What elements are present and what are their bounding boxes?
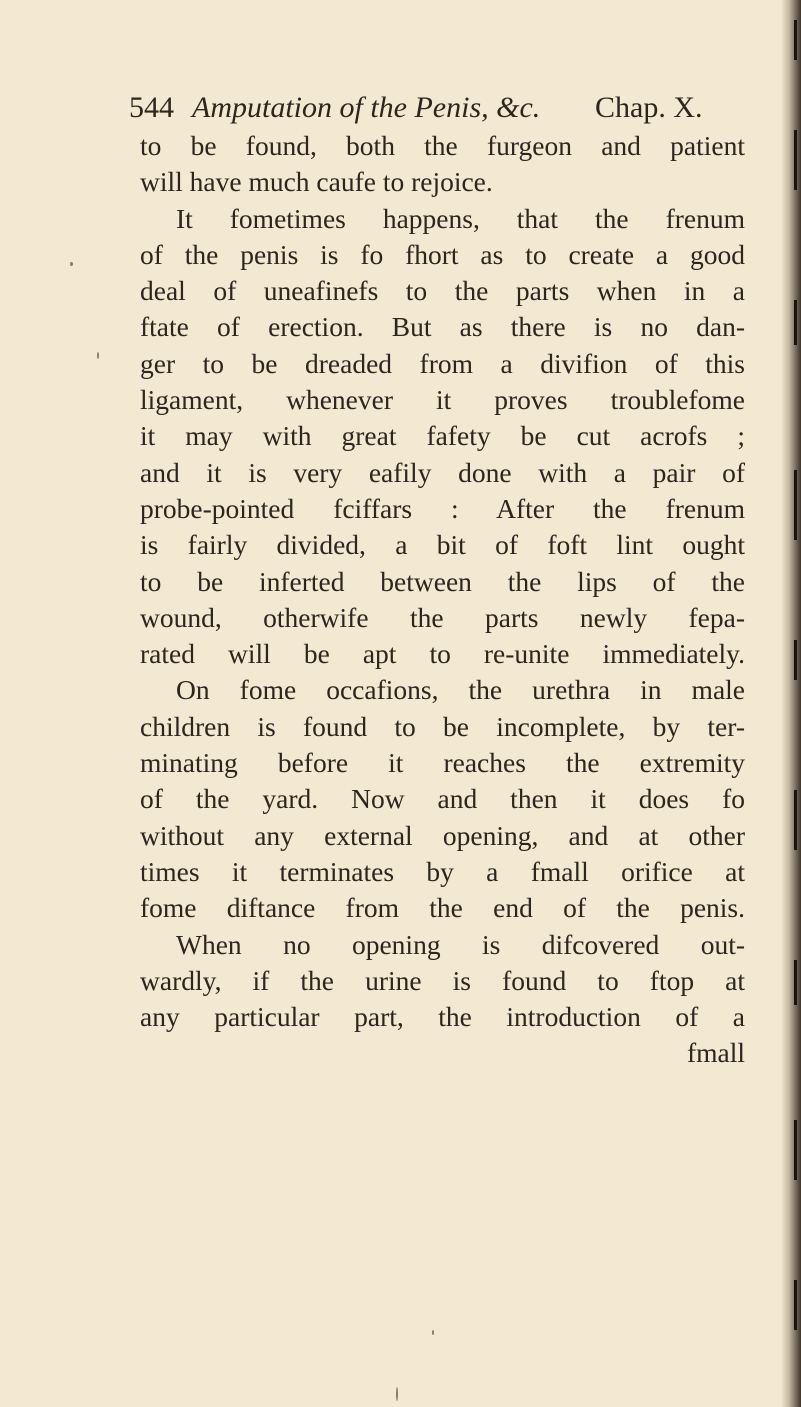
text-line: rated will be apt to re-unite immediately. [140, 638, 745, 670]
text-line: wardly, if the urine is found to ftop at [140, 964, 745, 996]
text-line: fome diftance from the end of the penis. [140, 892, 745, 924]
paper-speck [396, 1387, 398, 1401]
text-line: children is found to be incomplete, by ter- [140, 710, 745, 742]
text-line: wound, otherwife the parts newly fepa- [140, 601, 745, 633]
page-spine-shadow [781, 0, 801, 1407]
text-line: ligament, whenever it proves troublefome [140, 384, 745, 416]
text-line: it may with great fafety be cut acrofs ; [140, 420, 745, 452]
text-line: deal of uneafinefs to the parts when in a [140, 275, 745, 307]
text-line: to be inferted between the lips of the [140, 565, 745, 597]
page-number: 544 [129, 91, 174, 124]
text-line: to be found, both the furgeon and patient [140, 130, 745, 161]
text-line: of the penis is fo fhort as to create a good [140, 238, 745, 270]
paper-speck [432, 1330, 434, 1335]
text-line: When no opening is difcovered out- [176, 928, 745, 960]
text-line: On fome occafions, the urethra in male [176, 674, 745, 706]
text-line: ger to be dreaded from a divifion of this [140, 347, 745, 379]
text-line: probe-pointed fciffars : After the frenum [140, 492, 745, 524]
text-line: of the yard. Now and then it does fo [140, 783, 745, 815]
text-line: minating before it reaches the extremity [140, 747, 745, 779]
body-text [140, 128, 745, 1072]
text-line: times it terminates by a fmall orifice at [140, 855, 745, 887]
text-line: ftate of erection. But as there is no dan- [140, 311, 745, 343]
text-line: without any external opening, and at other [140, 819, 745, 851]
text-line: It fometimes happens, that the frenum [176, 202, 745, 234]
text-line: and it is very eafily done with a pair of [140, 456, 745, 488]
running-header [129, 86, 745, 130]
text-line: will have much caufe to rejoice. [140, 166, 493, 198]
text-line: any particular part, the introduction of a [140, 1001, 745, 1033]
chapter-label: Chap. X. [595, 91, 703, 124]
catchword: fmall [686, 1037, 745, 1069]
paper-speck [70, 262, 73, 266]
running-title: Amputation of the Penis, &c. [192, 91, 541, 124]
paper-speck [97, 352, 99, 359]
text-line: is fairly divided, a bit of foft lint ought [140, 529, 745, 561]
